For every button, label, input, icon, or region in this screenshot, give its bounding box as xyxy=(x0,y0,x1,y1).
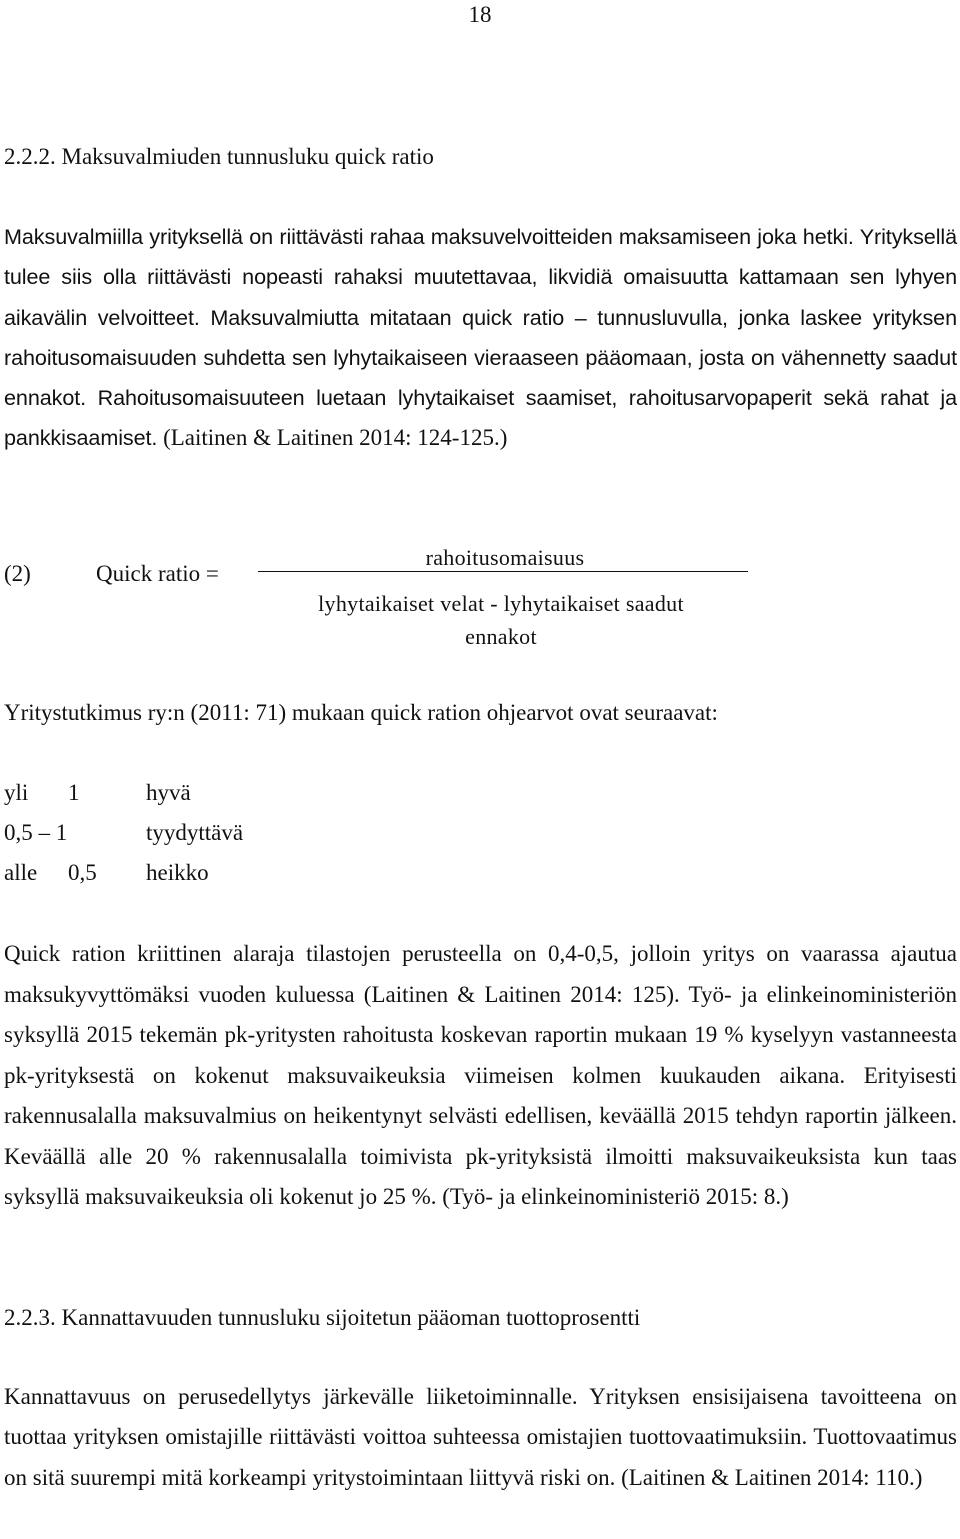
paragraph-liquidity-citation: (Laitinen & Laitinen 2014: 124-125.) xyxy=(157,425,508,451)
range-value: 0,5 xyxy=(68,860,97,885)
formula-denominator-line2: ennakot xyxy=(465,624,537,649)
fraction-line xyxy=(258,571,748,572)
formula-lhs: Quick ratio = xyxy=(96,561,219,586)
range-label: 0,5 – 1 xyxy=(4,820,68,845)
formula-numerator: rahoitusomaisuus xyxy=(425,545,585,570)
range-rating: heikko xyxy=(146,860,209,885)
range-label: alle xyxy=(4,860,38,885)
section-heading-roi: 2.2.3. Kannattavuuden tunnusluku sijoitetun pääoman tuottoprosentti xyxy=(4,1305,641,1330)
page-number: 18 xyxy=(468,2,492,27)
paragraph-profitability: Kannattavuus on perusedellytys järkevälle liiketoiminnalle. Yrityksen ensisijaisena tavoitteena on tuottaa yrityksen omistajille riittävästi voittoa suhteessa omistajien tuottovaatimuksiin. Tuottovaatimus on sitä suurempi mitä korkeampi yritystoimintaan liittyvä riski on. (Laitinen & Laitinen 2014: 110.) xyxy=(4,1384,957,1490)
paragraph-liquidity-body: Maksuvalmiilla yrityksellä on riittävästi rahaa maksuvelvoitteiden maksamiseen joka hetki. Yrityksellä tulee siis olla riittävästi nopeasti rahaksi muutettavaa, likvidiä omaisuutta kattamaan sen lyhyen aikavälin velvoitteet. Maksuvalmiutta mitataan quick ratio – tunnusluvulla, jonka laskee yrityksen rahoitusomaisuuden suhdetta sen lyhytaikaiseen vieraaseen pääomaan, josta on vähennetty saadut ennakot. Rahoitusomaisuuteen luetaan lyhytaikaiset saamiset, rahoitusarvopaperit sekä rahat ja pankkisaamiset. xyxy=(4,224,957,451)
section-heading-quick-ratio: 2.2.2. Maksuvalmiuden tunnusluku quick ratio xyxy=(4,144,434,169)
quick-ratio-formula xyxy=(0,545,960,655)
paragraph-critical-limit: Quick ration kriittinen alaraja tilastojen perusteella on 0,4-0,5, jolloin yritys on vaarassa ajautua maksukyvyttömäksi vuoden kuluessa (Laitinen & Laitinen 2014: 125). Työ- ja elinkeinoministeriön syksyllä 2015 tekemän pk-yritysten rahoitusta koskevan raportin mukaan 19 % kyselyyn vastanneesta pk-yrityksestä on kokenut maksuvaikeuksia viimeisen kolmen kuukauden aikana. Erityisesti rakennusalalla maksuvalmius on heikentynyt selvästi edellisen, keväällä 2015 tehdyn raportin jälkeen. Keväällä alle 20 % rakennusalalla toimivista pk-yrityksistä ilmoitti maksuvaikeuksista kun taas syksyllä maksuvaikeuksia oli kokenut jo 25 %. (Työ- ja elinkeinoministeriö 2015: 8.) xyxy=(4,941,957,1209)
formula-denominator-line1: lyhytaikaiset velat - lyhytaikaiset saadut xyxy=(318,591,684,616)
range-rating: tyydyttävä xyxy=(146,820,244,845)
formula-number: (2) xyxy=(4,561,31,586)
paragraph-reference-values: Yritystutkimus ry:n (2011: 71) mukaan quick ration ohjearvot ovat seuraavat: xyxy=(4,700,718,725)
range-value: 1 xyxy=(68,780,80,805)
paragraph-liquidity xyxy=(4,217,957,459)
range-label: yli xyxy=(4,780,29,805)
formula-denominator xyxy=(250,587,752,653)
range-rating: hyvä xyxy=(146,780,191,805)
